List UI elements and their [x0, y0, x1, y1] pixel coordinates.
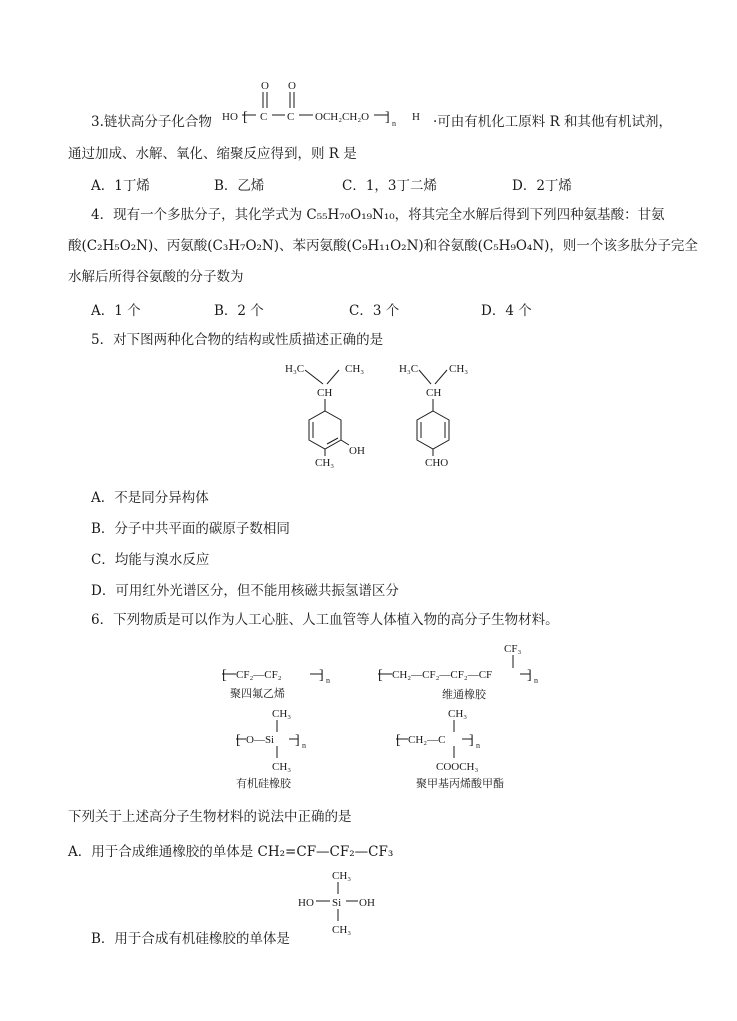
- q5-option-d[interactable]: D．可用红外光谱区分，但不能用核磁共振氢谱区分: [91, 583, 399, 599]
- q3-carbonyl-o2: O: [288, 80, 296, 92]
- q3-suffix: ·可由有机化工原料 R 和其他有机试剂，: [433, 114, 673, 130]
- q3-ho: HO: [222, 111, 238, 123]
- q4-option-c[interactable]: C．3 个: [349, 303, 400, 319]
- q4-option-a[interactable]: A．1 个: [91, 303, 141, 319]
- q6-viton: [378, 640, 548, 704]
- q3-ether: OCH₂CH₂O: [315, 111, 370, 123]
- q6-ptfe-n: n: [326, 676, 330, 685]
- q5-m2-ch3-right: CH₃: [449, 363, 469, 375]
- q3-polymer-structure: [222, 74, 432, 134]
- q5-m1-bond-right: [327, 370, 339, 384]
- q6-silicone-bracket-r: ]: [295, 733, 300, 748]
- q3-c1: C: [260, 111, 268, 123]
- q6-pmma-cooch3: COOCH₃: [436, 761, 479, 773]
- q6-pmma-name: 聚甲基丙烯酸甲酯: [416, 777, 504, 790]
- q6-monomer-ch3-top: CH₃: [332, 870, 352, 882]
- q6-monomer-si: Si: [332, 897, 342, 909]
- q3-prefix: 3.链状高分子化合物: [91, 114, 212, 130]
- q6-monomer-ho: HO: [298, 897, 314, 909]
- q5-m1-bond-left: [305, 370, 323, 384]
- q5-option-a[interactable]: A．不是同分异构体: [91, 490, 209, 506]
- q6-pmma-formula: CH₂—C: [408, 734, 446, 746]
- q6-viton-formula: CH₂—CF₂—CF₂—CF: [392, 669, 493, 681]
- q6-pmma-n: n: [476, 741, 480, 750]
- q3-option-d[interactable]: D．2丁烯: [512, 178, 572, 194]
- q3-end-h: H: [412, 111, 420, 123]
- q6-pmma-bracket-l: [: [396, 733, 401, 748]
- q5-m1-bond-oh: [341, 440, 349, 445]
- q5-m1-ch: CH: [317, 387, 333, 399]
- q6-monomer-ch3-bottom: CH₃: [332, 924, 352, 936]
- q4-line2: 酸(C₂H₅O₂N)、丙氨酸(C₃H₇O₂N)、苯丙氨酸(C₉H₁₁O₂N)和谷氨酸(C₅H₉O₄N)，则一个该多肽分子完全: [68, 238, 698, 254]
- q6-ptfe-bracket-r: ]: [319, 668, 324, 683]
- q6-silicone: [236, 704, 326, 790]
- q5-m2-ring: [417, 411, 449, 449]
- q6-viton-n: n: [534, 676, 538, 685]
- q5-m1-ring: [309, 411, 341, 449]
- q6-pmma: [396, 704, 536, 790]
- q3-option-a[interactable]: A．1丁烯: [91, 178, 150, 194]
- q3-option-b[interactable]: B．乙烯: [214, 178, 265, 194]
- q6-viton-cf3: CF₃: [504, 643, 522, 655]
- q3-c2: C: [287, 111, 295, 123]
- q6-option-b[interactable]: B．用于合成有机硅橡胶的单体是: [91, 931, 290, 947]
- q3-line2: 通过加成、水解、氧化、缩聚反应得到，则 R 是: [68, 146, 357, 162]
- q3-right-bracket: ]: [385, 110, 390, 125]
- q5-option-b[interactable]: B．分子中共平面的碳原子数相同: [91, 521, 290, 537]
- q5-molecule-1: [283, 358, 383, 470]
- q5-m1-h3c: H₃C: [285, 363, 305, 375]
- q6-ptfe-formula: CF₂—CF₂: [236, 669, 282, 681]
- q4-option-b[interactable]: B．2 个: [214, 303, 264, 319]
- q6-pmma-bracket-r: ]: [469, 733, 474, 748]
- q4-line1: 4．现有一个多肽分子，其化学式为 C₅₅H₇₀O₁₉N₁₀，将其完全水解后得到下列四种氨基酸：甘氨: [91, 207, 665, 223]
- q5-m1-oh: OH: [349, 445, 365, 457]
- q6-question: 下列关于上述高分子生物材料的说法中正确的是: [68, 809, 352, 825]
- q6-option-b-monomer: [296, 866, 396, 938]
- q6-silicone-ch3-top: CH₃: [272, 708, 292, 720]
- q5-m2-bond-right: [435, 370, 447, 384]
- q5-option-c[interactable]: C．均能与溴水反应: [91, 552, 210, 568]
- q5-m1-ch3-right: CH₃: [345, 363, 365, 375]
- q3-left-bracket: [: [243, 110, 248, 125]
- q6-silicone-ch3-bottom: CH₃: [272, 761, 292, 773]
- q6-pmma-ch3-top: CH₃: [448, 708, 468, 720]
- q6-silicone-name: 有机硅橡胶: [236, 777, 291, 790]
- q6-silicone-formula: O—Si: [246, 734, 275, 746]
- q6-viton-bracket-l: [: [378, 668, 383, 683]
- q6-option-a[interactable]: A．用于合成维通橡胶的单体是 CH₂=CF—CF₂—CF₃: [68, 844, 394, 860]
- q6-viton-name: 维通橡胶: [442, 688, 486, 701]
- q5-stem: 5．对下图两种化合物的结构或性质描述正确的是: [91, 332, 384, 348]
- q5-m2-bond-left: [419, 370, 431, 384]
- q3-option-c[interactable]: C．1，3丁二烯: [342, 178, 438, 194]
- q5-m1-ch3-bottom: CH₃: [315, 457, 335, 469]
- q3-n: n: [392, 119, 396, 128]
- q4-option-d[interactable]: D．4 个: [481, 303, 532, 319]
- q6-ptfe-name: 聚四氟乙烯: [230, 687, 285, 700]
- q6-stem: 6．下列物质是可以作为人工心脏、人工血管等人体植入物的高分子生物材料。: [91, 612, 559, 628]
- q5-m2-h3c: H₃C: [399, 363, 419, 375]
- q6-monomer-oh: OH: [359, 897, 375, 909]
- q5-m2-cho: CHO: [425, 457, 449, 469]
- q6-viton-bracket-r: ]: [527, 668, 532, 683]
- q6-ptfe: [222, 664, 342, 704]
- q6-ptfe-bracket-l: [: [222, 668, 227, 683]
- q5-m2-ch: CH: [426, 387, 442, 399]
- q3-carbonyl-o1: O: [261, 80, 269, 92]
- q5-molecule-2: [397, 358, 487, 470]
- q6-silicone-n: n: [302, 741, 306, 750]
- q4-line3: 水解后所得谷氨酸的分子数为: [68, 269, 244, 285]
- q6-silicone-bracket-l: [: [236, 733, 241, 748]
